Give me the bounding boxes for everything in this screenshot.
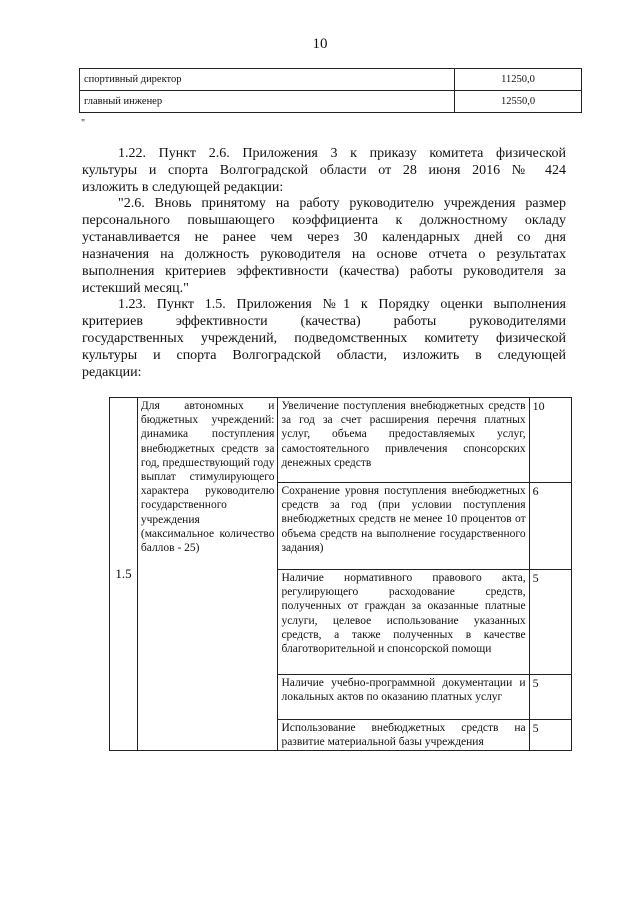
paragraph-1-23 [82,296,566,381]
salary-table [79,68,582,113]
text-line: государственных учреждений, подведомственных комитету физической [82,331,566,346]
closing-quote: " [81,118,86,129]
text-line: 1.23. Пункт 1.5. Приложения №1 к Порядку оценки выполнения [118,297,566,312]
text-line: критериев эффективности (качества) работы руководителями [82,314,566,329]
criteria-table [109,397,572,751]
text-line: 1.22. Пункт 2.6. Приложения 3 к приказу комитета физической [118,146,566,161]
text-line: выполнения критериев эффективности (качества) работы руководителя за [82,264,566,279]
text-line: редакции: [82,365,142,380]
text-line: персонального повышающего коэффициента к должностному окладу [82,213,566,228]
table-row [80,91,582,113]
text-line: устанавливается не ранее чем через 30 календарных дней со дня [82,230,566,245]
paragraph-2-6 [82,195,566,297]
page-number: 10 [312,36,328,52]
salary-cell: 12550,0 [455,91,582,113]
table-row [110,398,572,483]
text-line: культуры и спорта Волгоградской области от 28 июня 2016 № 424 [82,163,566,178]
points-cell: 10 [529,398,571,483]
text-line: "2.6. Вновь принятому на работу руководителю учреждения размер [118,196,566,211]
text-line: назначения на должность руководителя на основе отчета о результатах [82,247,566,262]
criterion-cell: Наличие учебно-программной документации и локальных актов по оказанию платных услуг [278,675,529,720]
position-cell: спортивный директор [80,69,455,91]
paragraph-1-22 [82,145,566,196]
criterion-cell: Наличие нормативного правового акта, регулирующего расходование средств, полученных от граждан за оказанные платные услуги, целевое использование указанных средств, а также полученных в качестве благотворительной и спонсорской помощи [278,570,529,675]
criterion-cell: Использование внебюджетных средств на развитие материальной базы учреждения [278,720,529,751]
text-line: истекший месяц." [82,281,189,296]
text-line: культуры и спорта Волгоградской области, изложить в следующей [82,348,566,363]
points-cell: 5 [529,570,571,675]
position-cell: главный инженер [80,91,455,113]
points-cell: 5 [529,720,571,751]
criterion-cell: Увеличение поступления внебюджетных средств за год за счет расширения перечня платных услуг, объема предоставляемых услуг, самостоятельного привлечения спонсорских денежных средств [278,398,529,483]
criterion-cell: Сохранение уровня поступления внебюджетных средств за год (при условии поступления внебюджетных средств не менее 10 процентов от объема средств на выполнение государственного задания) [278,483,529,570]
points-cell: 5 [529,675,571,720]
text-line: изложить в следующей редакции: [82,180,284,195]
table-row [80,69,582,91]
salary-cell: 11250,0 [455,69,582,91]
row-number-cell: 1.5 [110,398,138,751]
points-cell: 6 [529,483,571,570]
category-cell: Для автономных и бюджетных учреждений: динамика поступления внебюджетных средств за год, предшествующий году выплат стимулирующего характера руководителю государственного учреждения (максимальное количество баллов - 25) [137,398,278,751]
